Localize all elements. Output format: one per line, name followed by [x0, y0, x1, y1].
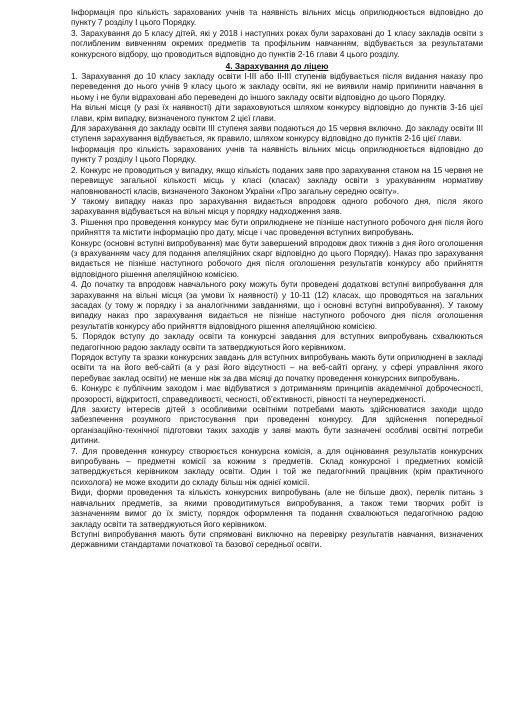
- paragraph: 4. До початку та впродовж навчального року можуть бути проведені додаткові вступні випробування для зарахування на вільні місця (за умови їх наявності) у 10-11 (12) класах, що проводяться на загальних засадах (у тому ж порядку і за аналогічними завданнями, що і основні вступні випробування). У такому випадку наказ про зарахування видається не пізніше наступного робочого дня після оголошення результатів конкурсу або прийняття відповідного рішення апеляційною комісією.: [71, 280, 483, 331]
- paragraph: 7. Для проведення конкурсу створюється конкурсна комісія, а для оцінювання результатів конкурсних випробувань – предметні комісії за кожним з предметів. Склад конкурсної і предметних комісій затверджується керівником закладу освіти. Один і той же педагогічний працівник (крім практичного психолога) не може входити до складу більш ніж однієї комісії.: [71, 446, 483, 487]
- paragraph: Інформація про кількість зарахованих учнів та наявність вільних місць оприлюднюється відповідно до пункту 7 розділу І цього Порядку.: [71, 144, 483, 165]
- paragraph: Вступні випробування мають бути спрямовані виключно на перевірку результатів навчання, визначених державними стандартами початкової та базової середньої освіти.: [71, 529, 483, 550]
- paragraph: 6. Конкурс є публічним заходом і має відбуватися з дотриманням принципів академічної доброчесності, прозорості, відкритості, справедливості, чесності, об’єктивності, рівності та неупередженості.: [71, 384, 483, 404]
- paragraph: На вільні місця (у разі їх наявності) діти зараховуються шляхом конкурсу відповідно до пунктів 3-16 цієї глави, крім випадку, визначеного пунктом 2 цієї глави.: [71, 103, 483, 123]
- paragraph: 3. Зарахування до 5 класу дітей, які у 2018 і наступних роках були зараховані до 1 класу закладів освіти з поглибленим вивченням окремих предметів та профільним навчанням, відбувається за результатами конкурсного відбору, що проводиться відповідно до пунктів 2-16 глави 4 цього розділу.: [71, 28, 483, 59]
- section-heading: 4. Зарахування до ліцею: [225, 61, 329, 72]
- paragraph: Інформація про кількість зарахованих учнів та наявність вільних місць оприлюднюється відповідно до пункту 7 розділу І цього Порядку.: [71, 8, 483, 28]
- paragraph: Порядок вступу та зразки конкурсних завдань для вступних випробувань мають бути оприлюднені в закладі освіти та на його веб-сайті (а у разі його відсутності – на веб-сайті органу, у сфері управління якого перебуває заклад освіти) не менше ніж за два місяці до початку проведення конкурсних випробувань.: [71, 353, 483, 383]
- paragraph: Конкурс (основні вступні випробування) має бути завершений впродовж двох тижнів з дня його оголошення (з врахуванням часу для подання апеляційних скарг відповідно до цього Порядку). Наказ про зарахування видається не пізніше наступного робочого дня після оголошення результатів конкурсу або прийняття відповідного рішення апеляційною комісією.: [71, 238, 483, 279]
- paragraph: 5. Порядок вступу до закладу освіти та конкурсні завдання для вступних випробувань схвалюються педагогічною радою закладу освіти та затверджуються його керівником.: [71, 332, 483, 352]
- paragraph: Види, форми проведення та кількість конкурсних випробувань (але не більше двох), перелік питань з навчальних предметів, за якими проводитимуться випробування, а також теми творчих робіт із зазначенням вимог до їх змісту, порядок оформлення та подання схвалюються педагогічною радою закладу освіти та затверджуються його керівником.: [71, 488, 483, 529]
- paragraph: 1. Зарахування до 10 класу закладу освіти І-ІІІ або ІІ-ІІІ ступенів відбувається після видання наказу про переведення до нього учнів 9 класу цього ж закладу освіти, які не виявили намір припинити навчання в ньому і не були відраховані або переведені до іншого закладу освіти відповідно до цього Порядку.: [71, 72, 483, 102]
- paragraph: 2. Конкурс не проводиться у випадку, якщо кількість поданих заяв про зарахування станом на 15 червня не перевищує загальної кількості місць у класі (класах) закладу освіти з урахуванням нормативу наповнюваності класів, визначеного Законом України «Про загальну середню освіту».: [71, 165, 483, 196]
- paragraph: Для захисту інтересів дітей з особливими освітніми потребами мають здійснюватися заходи щодо забезпечення розумного пристосування при проведенні конкурсу. Для здійснення попередньої організаційно-технічної підготовки таких заходів у заяві мають бути зазначені особливі освітні потреби дитини.: [71, 405, 483, 446]
- paragraph: У такому випадку наказ про зарахування видається впродовж одного робочого дня, після якого зарахування відбувається на вільні місця у порядку надходження заяв.: [71, 196, 483, 217]
- paragraph: 3. Рішення про проведення конкурсу має бути оприлюднене не пізніше наступного робочого дня після його прийняття та містити інформацію про дату, місце і час проведення вступних випробувань.: [71, 217, 483, 238]
- paragraph: Для зарахування до закладу освіти ІІІ ступеня заяви подаються до 15 червня включно. До закладу освіти ІІІ ступеня зарахування відбувається, як правило, шляхом конкурсу відповідно до пунктів 2-16 цієї глави.: [71, 124, 483, 144]
